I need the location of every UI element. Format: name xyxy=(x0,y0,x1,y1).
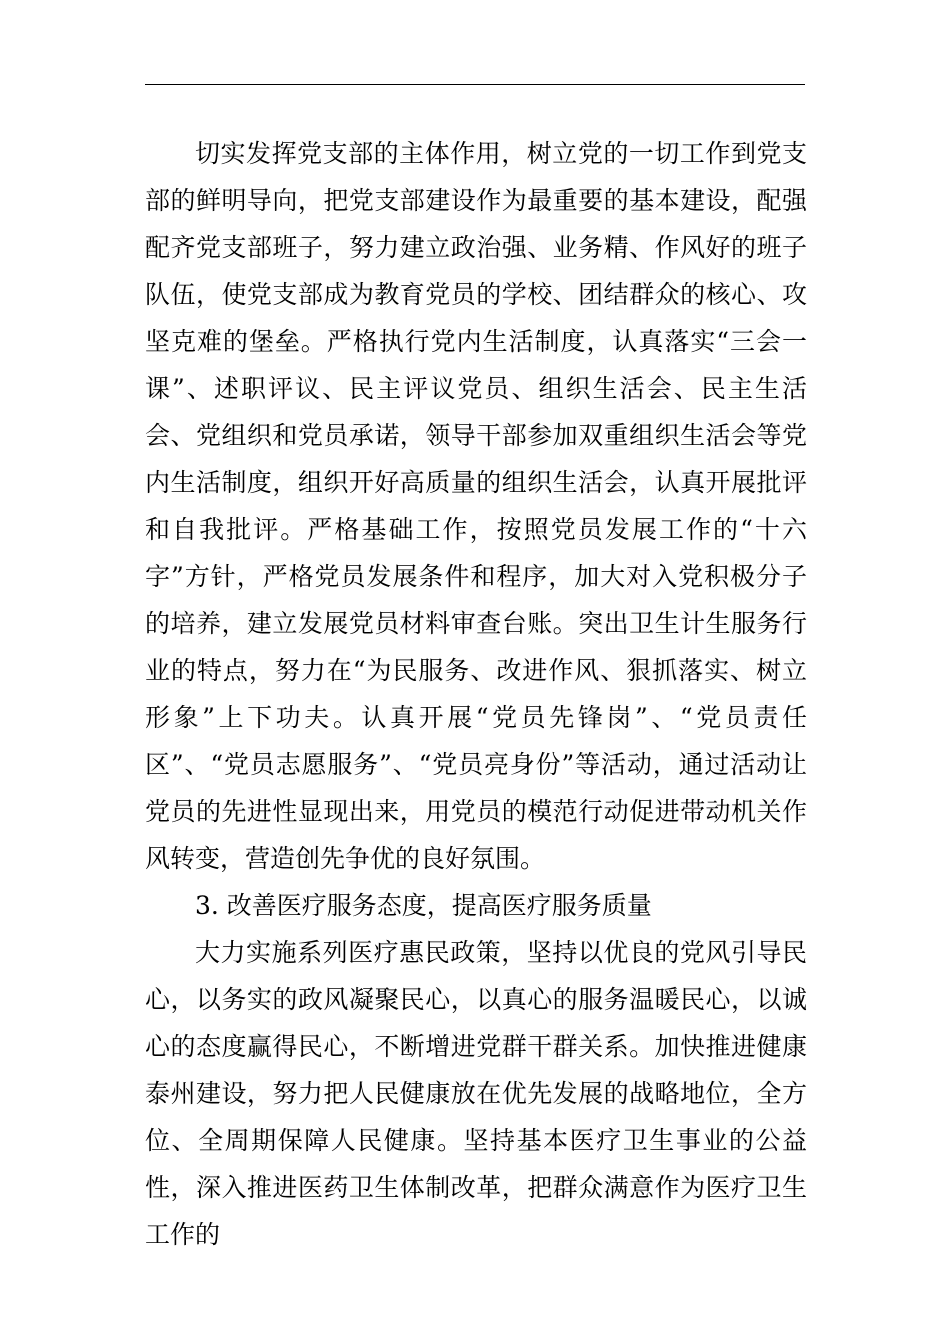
paragraph-party-branch: 切实发挥党支部的主体作用，树立党的一切工作到党支部的鲜明导向，把党支部建设作为最重要的基本建设，配强配齐党支部班子，努力建立政治强、业务精、作风好的班子队伍，使党支部成为教育党员的学校、团结群众的核心、攻坚克难的堡垒。严格执行党内生活制度，认真落实“三会一课”、述职评议、民主评议党员、组织生活会、民主生活会、党组织和党员承诺，领导干部参加双重组织生活会等党内生活制度，组织开好高质量的组织生活会，认真开展批评和自我批评。严格基础工作，按照党员发展工作的“十六字”方针，严格党员发展条件和程序，加大对入党积极分子的培养，建立发展党员材料审查台账。突出卫生计生服务行业的特点，努力在“为民服务、改进作风、狠抓落实、树立形象”上下功夫。认真开展“党员先锋岗”、“党员责任区”、“党员志愿服务”、“党员亮身份”等活动，通过活动让党员的先进性显现出来，用党员的模范行动促进带动机关作风转变，营造创先争优的良好氛围。 xyxy=(145,139,807,873)
header-rule xyxy=(145,84,805,85)
document-body xyxy=(145,130,807,1258)
paragraph-medical-policy: 大力实施系列医疗惠民政策，坚持以优良的党风引导民心，以务实的政风凝聚民心，以真心的服务温暖民心，以诚心的态度赢得民心，不断增进党群干群关系。加快推进健康泰州建设，努力把人民健康放在优先发展的战略地位，全方位、全周期保障人民健康。坚持基本医疗卫生事业的公益性，深入推进医药卫生体制改革，把群众满意作为医疗卫生工作的 xyxy=(145,938,807,1249)
section-heading-3: 3. 改善医疗服务态度，提高医疗服务质量 xyxy=(195,891,652,920)
